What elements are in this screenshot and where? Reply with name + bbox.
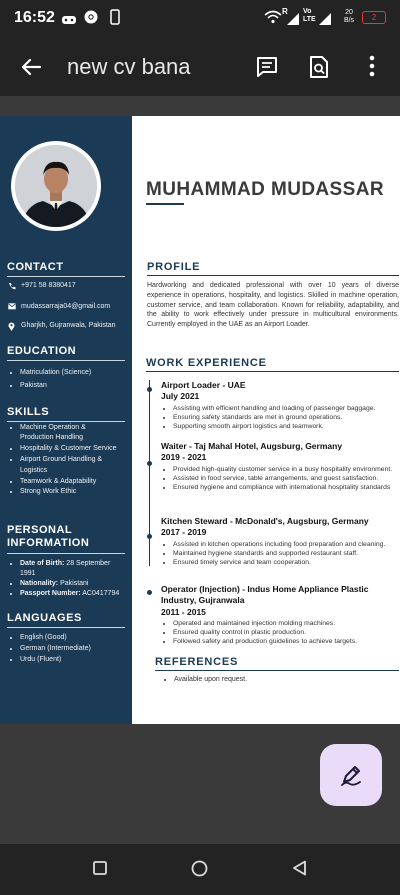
more-vert-icon[interactable] <box>368 55 376 82</box>
profile-text: Hardworking and dedicated professional with over 10 years of diverse experience in operations, hospitality, and logistics. Skilled in machine operation, customer service, and team collaboration. Known for reliability, adaptability, and the ability to work effectively under pressure in multicultural environments. Currently employed in the UAE as an Airport Loader. <box>147 282 399 329</box>
list-item: • German (Intermediate) <box>20 644 91 654</box>
job-dates: 2017 - 2019 <box>161 527 207 538</box>
list-item <box>20 559 120 579</box>
job-entry <box>161 584 399 647</box>
job-duties <box>161 541 399 568</box>
references-divider <box>155 670 399 671</box>
email-icon <box>8 303 16 312</box>
list-item: • Hospitality & Customer Service <box>20 444 120 454</box>
timeline-dot <box>147 461 152 466</box>
edit-pen-icon <box>339 763 363 792</box>
work-experience-heading: WORK EXPERIENCE <box>146 357 267 369</box>
back-nav-icon[interactable] <box>292 860 307 881</box>
comment-icon[interactable] <box>255 55 279 84</box>
job-entry <box>161 516 399 568</box>
edit-button[interactable] <box>320 744 382 806</box>
list-item: • Matriculation (Science) <box>20 368 91 378</box>
signal-icon <box>287 12 299 30</box>
list-item: • Assisted in kitchen operations including food preparation and cleaning. <box>173 541 399 550</box>
job-dates: July 2021 <box>161 391 200 402</box>
document-title: new cv bana <box>67 54 191 79</box>
list-item: • Ensured timely service and team cooperation. <box>173 559 399 568</box>
languages-list <box>8 633 91 666</box>
timeline-dot <box>147 534 152 539</box>
job-duties <box>161 620 399 647</box>
cv-name: MUHAMMAD MUDASSAR <box>146 179 384 200</box>
name-underline <box>146 203 184 205</box>
nationality-label: Nationality: <box>20 580 59 588</box>
location-icon <box>8 322 15 333</box>
education-divider <box>7 360 125 361</box>
system-nav-bar <box>0 844 400 895</box>
languages-heading: LANGUAGES <box>7 612 82 624</box>
nationality-value: Pakistani <box>60 580 89 588</box>
job-dates: 2011 - 2015 <box>161 606 206 617</box>
job-title: Airport Loader - UAE <box>161 380 246 390</box>
education-heading: EDUCATION <box>7 345 77 357</box>
battery-indicator: 2 <box>362 11 386 24</box>
back-arrow-icon[interactable] <box>20 56 42 83</box>
list-item: • Operated and maintained injection molding machines. <box>173 620 399 629</box>
profile-divider <box>147 275 399 276</box>
work-experience-divider <box>146 371 399 372</box>
list-item: • Ensuring safety standards are met in ground operations. <box>173 414 399 423</box>
contact-email: mudassarraja04@gmail.com <box>21 303 111 310</box>
search-document-icon[interactable] <box>308 55 330 84</box>
passport-value: AC0417794 <box>82 590 120 598</box>
timeline-dot <box>147 590 152 595</box>
languages-divider <box>7 627 125 628</box>
timeline-dot <box>147 387 152 392</box>
skills-list <box>8 423 120 497</box>
chrome-icon <box>84 10 98 29</box>
contact-heading: CONTACT <box>7 261 64 273</box>
gamepad-icon <box>62 12 76 30</box>
list-item: • Maintained hygiene standards and supported restaurant staff. <box>173 550 399 559</box>
job-duties <box>161 405 399 432</box>
cv-sidebar <box>0 116 132 724</box>
profile-photo <box>11 141 101 231</box>
phone-icon <box>8 282 16 292</box>
list-item: • Followed safety and production guidelines to achieve targets. <box>173 638 399 647</box>
app-bar <box>0 36 400 100</box>
list-item: • Available upon request. <box>174 676 247 683</box>
list-item <box>20 589 120 599</box>
contact-phone: +971 58 8380417 <box>21 282 76 289</box>
signal-icon-2 <box>319 12 331 30</box>
list-item: • Ensured hygiene and compliance with international hospitality standards <box>173 484 399 493</box>
skills-divider <box>7 421 125 422</box>
list-item: • Assisting with efficient handling and loading of passenger baggage. <box>173 405 399 414</box>
list-item: • Urdu (Fluent) <box>20 655 91 665</box>
wifi-icon <box>264 10 282 29</box>
list-item: • Assisted in food service, table arrangements, and guest satisfaction. <box>173 475 399 484</box>
education-list <box>8 368 91 394</box>
personal-info-heading: PERSONAL INFORMATION <box>7 524 90 549</box>
job-entry <box>161 441 399 493</box>
list-item: • Supporting smooth airport logistics and teamwork. <box>173 423 399 432</box>
references-heading: REFERENCES <box>155 656 239 668</box>
contact-divider <box>7 276 125 277</box>
passport-label: Passport Number: <box>20 590 81 598</box>
home-icon[interactable] <box>191 860 208 882</box>
cv-main <box>132 116 400 724</box>
list-item: • Provided high-quality customer service in a busy hospitality environment. <box>173 466 399 475</box>
network-speed: 20 B/s <box>343 9 355 24</box>
job-dates: 2019 - 2021 <box>161 452 207 463</box>
profile-heading: PROFILE <box>147 261 201 273</box>
references-list <box>162 676 247 683</box>
list-item: • Airport Ground Handling & Logistics <box>20 455 120 475</box>
phone-storage-icon <box>110 9 120 30</box>
job-duties <box>161 466 399 493</box>
job-title: Waiter - Taj Mahal Hotel, Augsburg, Germany <box>161 441 343 451</box>
contact-address: Gharjkh, Gujranwala, Pakistan <box>21 322 116 329</box>
list-item: • Strong Work Ethic <box>20 487 120 497</box>
volte-indicator: Vo LTE <box>303 8 316 23</box>
list-item <box>20 579 120 589</box>
list-item: • Ensured quality control in plastic production. <box>173 629 399 638</box>
list-item: • Teamwork & Adaptability <box>20 477 120 487</box>
recents-icon[interactable] <box>93 861 107 880</box>
network-label: R <box>282 7 288 16</box>
job-title: Operator (Injection) - Indus Home Appliance Plastic Industry, Gujranwala <box>161 584 369 606</box>
job-entry <box>161 380 399 432</box>
dob-value: 28 September 1991 <box>20 560 111 578</box>
dob-label: Date of Birth: <box>20 560 65 567</box>
job-title: Kitchen Steward - McDonald's, Augsburg, Germany <box>161 516 369 526</box>
cv-page <box>0 116 400 724</box>
personal-info-list <box>8 559 120 600</box>
list-item: • Pakistan <box>20 381 91 391</box>
skills-heading: SKILLS <box>7 406 50 418</box>
list-item: • Machine Operation & Production Handling <box>20 423 120 443</box>
personal-info-divider <box>7 553 125 554</box>
status-time: 16:52 <box>14 9 55 26</box>
status-bar <box>0 0 400 36</box>
list-item: • English (Good) <box>20 633 91 643</box>
